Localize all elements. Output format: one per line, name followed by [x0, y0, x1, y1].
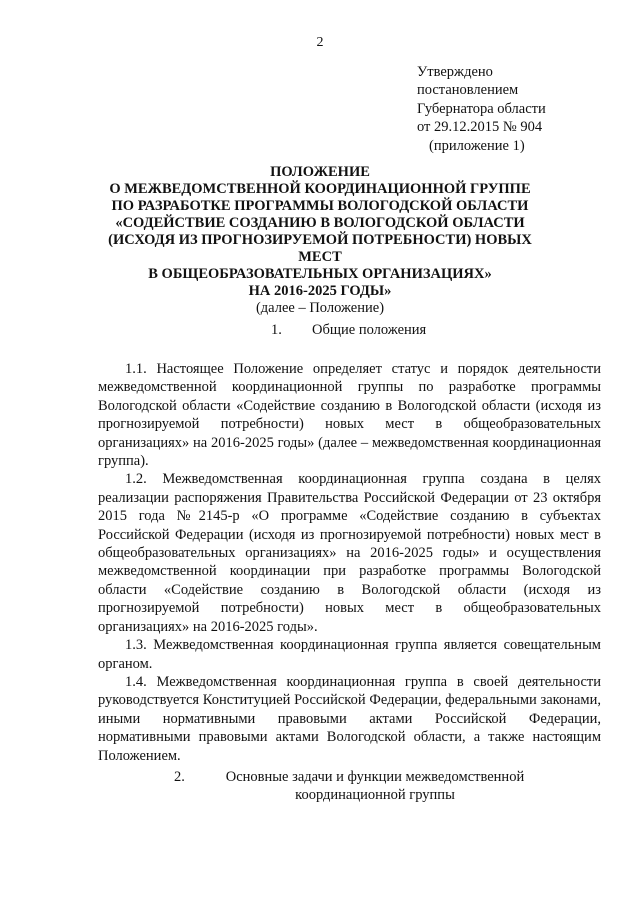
paragraph: 1.3. Межведомственная координационная группа является совещательным органом.	[98, 637, 601, 672]
approval-stamp	[417, 63, 627, 155]
page-number: 2	[316, 35, 324, 50]
paragraph: 1.4. Межведомственная координационная группа в своей деятельности руководствуется Конституцией Российской Федерации, федеральными законами, иными нормативными правовыми актами Российской Федерации, нормативными правовыми актами Вологодской области, а также настоящим Положением.	[98, 673, 601, 764]
paragraph: 1.1. Настоящее Положение определяет статус и порядок деятельности межведомственной координационной группы по разработке программы Вологодской области «Содействие созданию в Вологодской области (исходя из прогнозируемой потребности) новых мест в общеобразовательных организациях» на 2016-2025 годы» (далее – межведомственная координационная группа).	[98, 361, 601, 470]
approval-line-attachment: (приложение 1)	[429, 137, 525, 154]
title-subtitle: (далее – Положение)	[255, 300, 385, 316]
title-line: ПО РАЗРАБОТКЕ ПРОГРАММЫ ВОЛОГОДСКОЙ ОБЛАСТИ	[111, 198, 529, 214]
section-number: 2.	[174, 769, 185, 785]
section-title	[210, 768, 540, 805]
section-title-line: Основные задачи и функции межведомственной	[225, 769, 525, 785]
title-line: «СОДЕЙСТВИЕ СОЗДАНИЮ В ВОЛОГОДСКОЙ ОБЛАСТИ	[115, 215, 525, 231]
approval-line-resolution: постановлением	[417, 82, 519, 99]
title-line: О МЕЖВЕДОМСТВЕННОЙ КООРДИНАЦИОННОЙ ГРУППЕ	[109, 181, 531, 197]
title-line: ПОЛОЖЕНИЕ	[270, 164, 370, 180]
document-title	[100, 164, 540, 317]
section-title: Общие положения	[312, 322, 427, 338]
title-line: (ИСХОДЯ ИЗ ПРОГНОЗИРУЕМОЙ ПОТРЕБНОСТИ) НОВЫХ МЕСТ	[108, 232, 532, 265]
title-line: В ОБЩЕОБРАЗОВАТЕЛЬНЫХ ОРГАНИЗАЦИЯХ»	[148, 266, 492, 282]
approval-line-date: от 29.12.2015 № 904	[417, 119, 543, 136]
approval-line-governor: Губернатора области	[417, 100, 546, 117]
approval-line-approved: Утверждено	[417, 64, 493, 80]
title-line: НА 2016-2025 ГОДЫ»	[248, 283, 392, 299]
section-number: 1.	[271, 322, 282, 338]
section-1-body	[98, 360, 601, 765]
paragraph: 1.2. Межведомственная координационная группа создана в целях реализации распоряжения Правительства Российской Федерации от 23 октября 2015 года №2145-р «О программе «Содействие созданию в субъектах Российской Федерации (исходя из прогнозируемой потребности) новых мест в общеобразовательных организациях» на 2016-2025 годы» и осуществления межведомственной координации при разработке программы Вологодской области «Содействие созданию в Вологодской области (исходя из прогнозируемой потребности) новых мест в общеобразовательных организациях» на 2016-2025 годы».	[98, 471, 601, 635]
section-title-line: координационной группы	[295, 787, 455, 804]
